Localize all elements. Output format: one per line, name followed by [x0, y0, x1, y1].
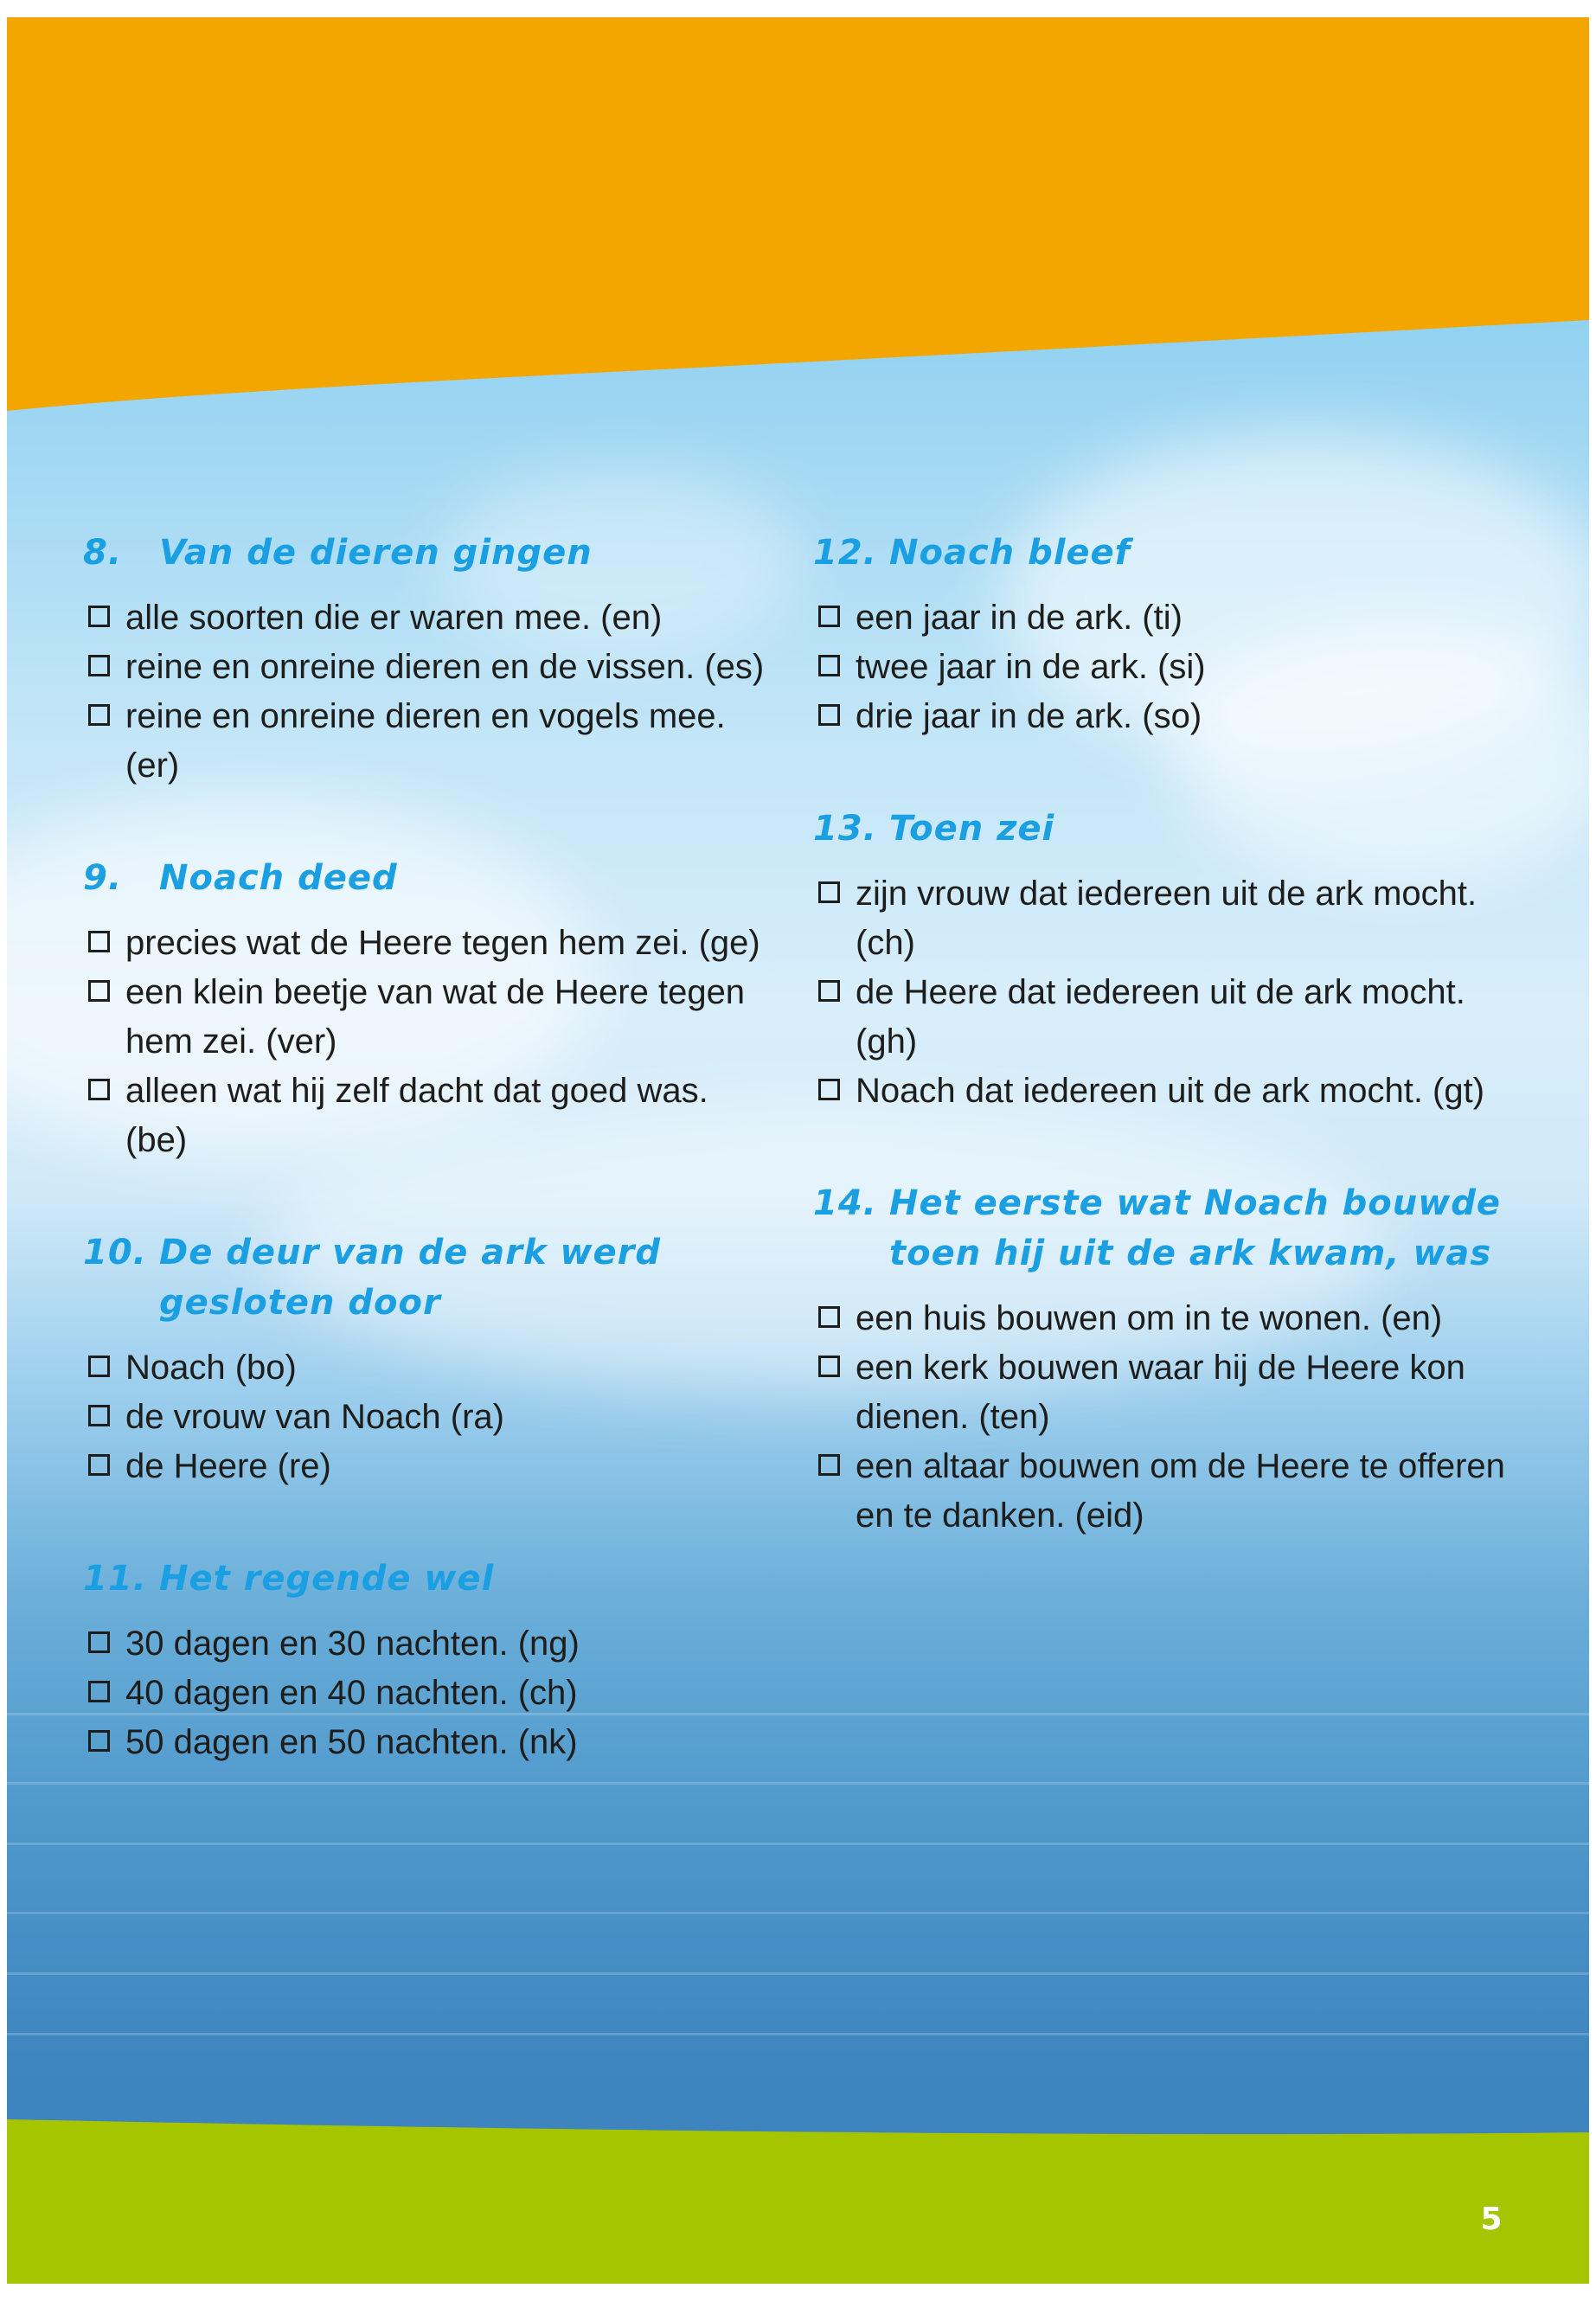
checkbox-icon[interactable]: [818, 1356, 840, 1377]
answer-options: [83, 593, 775, 791]
checkbox-icon[interactable]: [88, 1681, 110, 1702]
answer-option: [83, 1442, 775, 1491]
question-text: Noach deed: [159, 858, 398, 898]
question-title: [83, 1227, 775, 1328]
answer-option-text: 50 dagen en 50 nachten. (nk): [125, 1723, 578, 1761]
answer-option: [813, 1343, 1531, 1442]
answer-option: [83, 1067, 775, 1165]
page-number: 5: [1480, 2202, 1503, 2237]
checkbox-icon[interactable]: [818, 881, 840, 903]
answer-option: [813, 593, 1531, 643]
answer-option: [83, 1718, 775, 1767]
question-title: [813, 528, 1531, 578]
checkbox-icon[interactable]: [88, 1730, 110, 1752]
checkbox-icon[interactable]: [88, 1631, 110, 1653]
answer-option-text: de Heere dat iedereen uit de ark mocht. (gh): [856, 973, 1465, 1061]
checkbox-icon[interactable]: [88, 704, 110, 726]
answer-option: [83, 643, 775, 692]
checkbox-icon[interactable]: [818, 606, 840, 627]
right-question-column: [813, 528, 1531, 1603]
answer-option: [813, 1067, 1531, 1116]
answer-option-text: een kerk bouwen waar hij de Heere kon dienen. (ten): [856, 1349, 1465, 1436]
answer-option-text: een klein beetje van wat de Heere tegen hem zei. (ver): [125, 973, 746, 1061]
question-number: 14.: [813, 1183, 877, 1223]
checkbox-icon[interactable]: [88, 980, 110, 1002]
question-number: 8.: [83, 533, 123, 573]
checkbox-icon[interactable]: [88, 1454, 110, 1476]
answer-option-text: de Heere (re): [125, 1447, 331, 1485]
answer-option-text: 30 dagen en 30 nachten. (ng): [125, 1625, 580, 1663]
question-number: 10.: [83, 1233, 147, 1272]
checkbox-icon[interactable]: [818, 704, 840, 726]
checkbox-icon[interactable]: [88, 655, 110, 676]
answer-option: [83, 1343, 775, 1393]
answer-option: [813, 1442, 1531, 1541]
answer-option: [83, 919, 775, 968]
question-title: [813, 804, 1531, 854]
answer-options: [83, 1343, 775, 1491]
answer-option-text: een huis bouwen om in te wonen. (en): [856, 1299, 1443, 1337]
left-question-column: [83, 528, 775, 1830]
question-text: Het regende wel: [159, 1559, 495, 1599]
answer-option-text: reine en onreine dieren en vogels mee. (er): [125, 697, 726, 785]
answer-option-text: de vrouw van Noach (ra): [125, 1398, 504, 1436]
question-block: [83, 853, 775, 1165]
answer-option-text: Noach dat iedereen uit de ark mocht. (gt): [856, 1072, 1485, 1110]
answer-options: [83, 919, 775, 1165]
answer-option-text: Noach (bo): [125, 1349, 297, 1387]
question-title: [813, 1178, 1531, 1279]
answer-option: [83, 692, 775, 791]
answer-option-text: reine en onreine dieren en de vissen. (es): [125, 648, 765, 686]
checkbox-icon[interactable]: [88, 1079, 110, 1100]
answer-option: [813, 968, 1531, 1067]
orange-top-band: [7, 17, 1589, 424]
answer-option-text: alle soorten die er waren mee. (en): [125, 599, 663, 637]
question-number: 11.: [83, 1559, 147, 1599]
checkbox-icon[interactable]: [818, 1306, 840, 1328]
checkbox-icon[interactable]: [818, 980, 840, 1002]
checkbox-icon[interactable]: [88, 606, 110, 627]
answer-option-text: zijn vrouw dat iedereen uit de ark mocht. (ch): [856, 875, 1477, 962]
checkbox-icon[interactable]: [818, 1079, 840, 1100]
checkbox-icon[interactable]: [88, 1405, 110, 1426]
question-block: [83, 1554, 775, 1767]
checkbox-icon[interactable]: [818, 1454, 840, 1476]
answer-option: [83, 1669, 775, 1718]
checkbox-icon[interactable]: [818, 655, 840, 676]
question-number: 12.: [813, 533, 877, 573]
question-text: Toen zei: [889, 809, 1055, 849]
question-title: [83, 528, 775, 578]
answer-option-text: alleen wat hij zelf dacht dat goed was. (be): [125, 1072, 708, 1159]
green-bottom-band: [7, 2093, 1589, 2284]
answer-option: [813, 643, 1531, 692]
question-text: De deur van de ark werd gesloten door: [159, 1233, 661, 1323]
answer-options: [813, 1294, 1531, 1541]
answer-option: [83, 593, 775, 643]
answer-option-text: 40 dagen en 40 nachten. (ch): [125, 1674, 578, 1712]
checkbox-icon[interactable]: [88, 1356, 110, 1377]
answer-option-text: een jaar in de ark. (ti): [856, 599, 1183, 637]
answer-option: [813, 1294, 1531, 1343]
question-title: [83, 853, 775, 903]
question-block: [83, 1227, 775, 1491]
answer-option: [813, 692, 1531, 741]
question-title: [83, 1554, 775, 1604]
question-text: Van de dieren gingen: [159, 533, 593, 573]
question-block: [813, 804, 1531, 1116]
answer-option: [83, 1393, 775, 1442]
answer-option-text: twee jaar in de ark. (si): [856, 648, 1206, 686]
answer-option: [813, 869, 1531, 968]
answer-option: [83, 968, 775, 1067]
answer-option-text: een altaar bouwen om de Heere te offeren en te danken. (eid): [856, 1447, 1505, 1535]
answer-options: [83, 1619, 775, 1767]
question-number: 9.: [83, 858, 123, 898]
question-block: [83, 528, 775, 791]
answer-option-text: precies wat de Heere tegen hem zei. (ge): [125, 924, 760, 962]
answer-option: [83, 1619, 775, 1669]
question-block: [813, 528, 1531, 741]
question-text: Noach bleef: [889, 533, 1131, 573]
answer-option-text: drie jaar in de ark. (so): [856, 697, 1202, 735]
question-number: 13.: [813, 809, 877, 849]
question-block: [813, 1178, 1531, 1541]
checkbox-icon[interactable]: [88, 931, 110, 952]
answer-options: [813, 593, 1531, 741]
answer-options: [813, 869, 1531, 1116]
question-text: Het eerste wat Noach bouwde toen hij uit de ark kwam, was: [889, 1183, 1501, 1273]
